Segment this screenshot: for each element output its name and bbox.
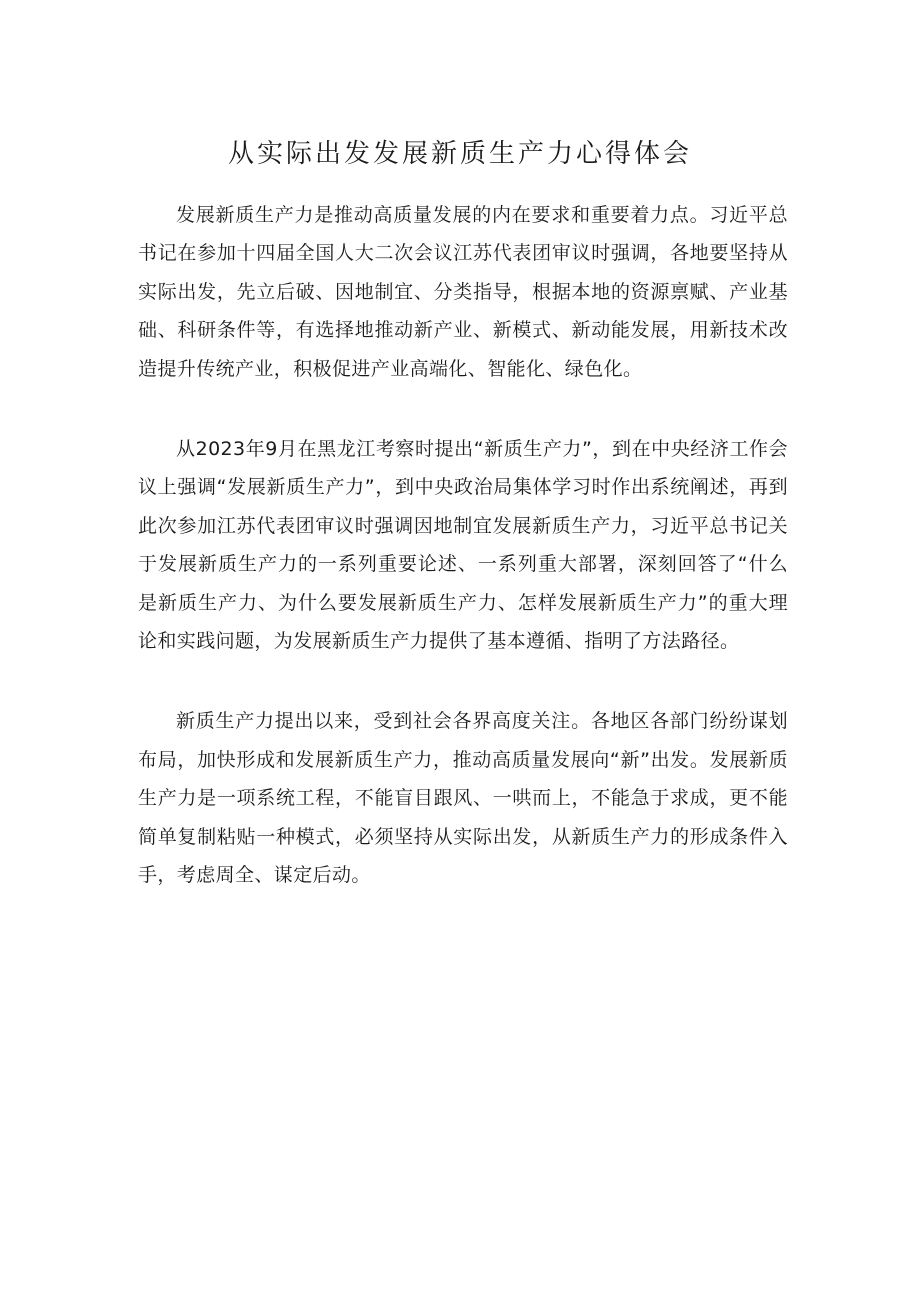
paragraph-3: 新质生产力提出以来，受到社会各界高度关注。各地区各部门纷纷谋划布局，加快形成和发展新质生产力，推动高质量发展向“新”出发。发展新质生产力是一项系统工程，不能盲目跟风、一哄而上，不能急于求成，更不能简单复制粘贴一种模式，必须坚持从实际出发，从新质生产力的形成条件入手，考虑周全、谋定后动。 (138, 710, 788, 887)
document-body (138, 196, 788, 937)
paragraph-2: 从2023年9月在黑龙江考察时提出“新质生产力”，到在中央经济工作会议上强调“发展新质生产力”，到中央政治局集体学习时作出系统阐述，再到此次参加江苏代表团审议时强调因地制宜发展新质生产力，习近平总书记关于发展新质生产力的一系列重要论述、一系列重大部署，深刻回答了“什么是新质生产力、为什么要发展新质生产力、怎样发展新质生产力”的重大理论和实践问题，为发展新质生产力提供了基本遵循、指明了方法路径。 (138, 438, 788, 653)
paragraph-1: 发展新质生产力是推动高质量发展的内在要求和重要着力点。习近平总书记在参加十四届全国人大二次会议江苏代表团审议时强调，各地要坚持从实际出发，先立后破、因地制宜、分类指导，根据本地的资源禀赋、产业基础、科研条件等，有选择地推动新产业、新模式、新动能发展，用新技术改造提升传统产业，积极促进产业高端化、智能化、绿色化。 (138, 204, 788, 380)
document-title: 从实际出发发展新质生产力心得体会 (227, 139, 692, 169)
